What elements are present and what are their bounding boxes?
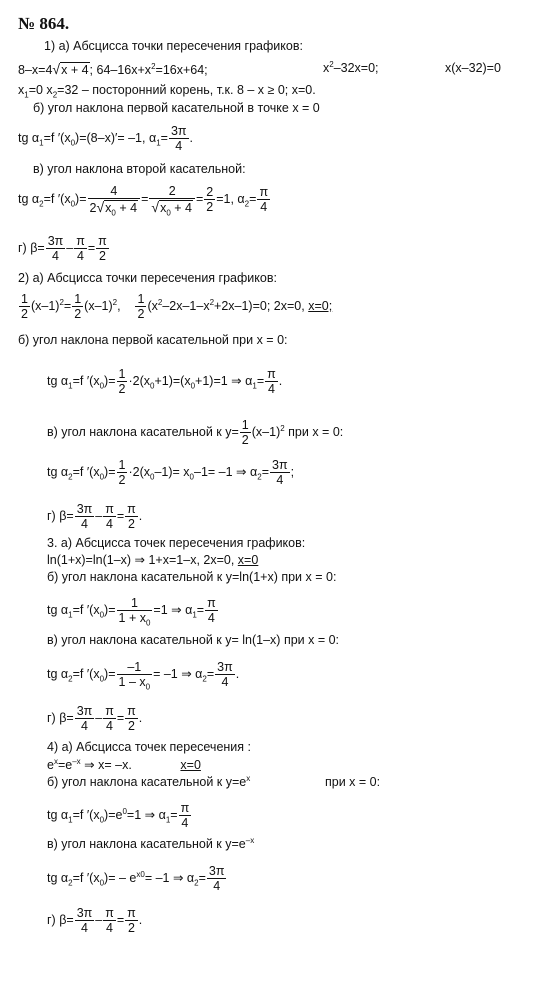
part1-b-heading: б) угол наклона первой касательной в точке x = 0 xyxy=(33,101,320,115)
part4-b-heading: б) угол наклона касательной к $y=e^x$ xyxy=(47,773,251,789)
part1-c-heading: в) угол наклона второй касательной: xyxy=(33,162,246,176)
part1-heading: 1) а) Абсцисса точки пересечения графиков: xyxy=(44,39,303,53)
part3-b-heading: б) угол наклона касательной к y=ln(1+x) при x = 0: xyxy=(47,570,337,584)
part4-heading: 4) а) Абсцисса точек пересечения : xyxy=(47,740,251,754)
part4-c-formula: tg $\alpha_2=f$ $'(x_0)= - e^{x0}= -1$ ⇒ $\alpha_2=$ $\frac{3\pi}{4}$ xyxy=(47,864,225,894)
part4-c-heading: в) угол наклона касательной к $y=e^{-x}$ xyxy=(47,835,255,851)
problem-number: № 864. xyxy=(18,14,70,33)
part4-b-formula: tg $\alpha_1=f$ $'(x_0)=e^0=1$ ⇒ $\alpha_1=$ $\frac{\pi}{4}$ xyxy=(47,801,190,831)
part4-b-condition: при x = 0: xyxy=(325,775,381,789)
part1-c-formula: tg $\alpha_2=f$ $'(x_0)=$ $\frac{4}{2√x_0 + 4}$ = $\frac{2}{√x_0 + 4}$ = $\frac{2}{2}$ =1, $\alpha_2=$ $\frac{\pi}{4}$ xyxy=(18,184,269,218)
part2-c-formula: tg $\alpha_2=f$ $'(x_0)=$ $\frac{1}{2}$ $\cdot 2(x_0-1)= x_0-1= -1$ ⇒ $\alpha_2=$ $\frac{3\pi}{4}$ ; xyxy=(47,458,295,488)
part2-c-heading: в) угол наклона касательной к y= $\frac{1}{2}$ $(x-1)^2$ при x = 0: xyxy=(47,418,344,448)
part2-equation: $\frac{1}{2}$ $(x-1)^2=$ $\frac{1}{2}$ $(x-1)^2$, $\frac{1}{2}$ $(x^2-2x-1-x^2+2x-1)=0$; 2x=0, x=0; xyxy=(21,292,333,322)
part1-factored: x(x–32)=0 xyxy=(445,61,501,75)
part1-roots: $x_1=0$ $x_2=32$ – посторонний корень, т.к. 8 – x ≥ 0; x=0. xyxy=(18,83,316,100)
part3-heading: 3. а) Абсцисса точек пересечения графиков: xyxy=(47,536,306,550)
part1-b-formula: tg $\alpha_1=f$ $'(x_0)=(8-x)'= -1$, $\alpha_1=$ $\frac{3\pi}{4}$ . xyxy=(18,124,194,154)
part2-heading: 2) а) Абсцисса точки пересечения графиков: xyxy=(18,271,277,285)
part3-d-result: г) β= $\frac{3\pi}{4}$ – $\frac{\pi}{4}$ = $\frac{\pi}{2}$ . xyxy=(47,704,143,734)
part1-d-result: г) β= $\frac{3\pi}{4}$ – $\frac{\pi}{4}$ = $\frac{\pi}{2}$ xyxy=(18,234,107,264)
part3-equation: ln(1+x)=ln(1–x) ⇒ 1+x=1–x, 2x=0, x=0 xyxy=(47,553,259,567)
part1-equation-line: 8–x=4√x + 4; $64-16x+x^2=16x+64$; xyxy=(18,61,208,77)
part2-d-result: г) β= $\frac{3\pi}{4}$ – $\frac{\pi}{4}$ = $\frac{\pi}{2}$ . xyxy=(47,502,143,532)
part4-equation: $e^x=e^{-x}$ ⇒ x= –x. x=0 xyxy=(47,756,201,772)
part4-d-result: г) β= $\frac{3\pi}{4}$ – $\frac{\pi}{4}$ = $\frac{\pi}{2}$ . xyxy=(47,906,143,936)
part3-b-formula: tg $\alpha_1=f$ $'(x_0)=$ $\frac{1}{1 + x_0}$ =1 ⇒ $\alpha_1=$ $\frac{\pi}{4}$ xyxy=(47,596,216,628)
part2-b-formula: tg $\alpha_1=f$ $'(x_0)=$ $\frac{1}{2}$ $\cdot 2(x_0+1)=(x_0+1)=1$ ⇒ $\alpha_1=$ $\frac{\pi}{4}$ . xyxy=(47,367,283,397)
part3-c-formula: tg $\alpha_2=f$ $'(x_0)=$ $\frac{-1}{1 - x_0}$ = –1 ⇒ $\alpha_2=$ $\frac{3\pi}{4}$ . xyxy=(47,660,240,692)
part2-b-heading: б) угол наклона первой касательной при x = 0: xyxy=(18,333,288,347)
part1-quadratic: $x^2-32x=0$; xyxy=(323,59,379,75)
part3-c-heading: в) угол наклона касательной к y= ln(1–x) при x = 0: xyxy=(47,633,340,647)
